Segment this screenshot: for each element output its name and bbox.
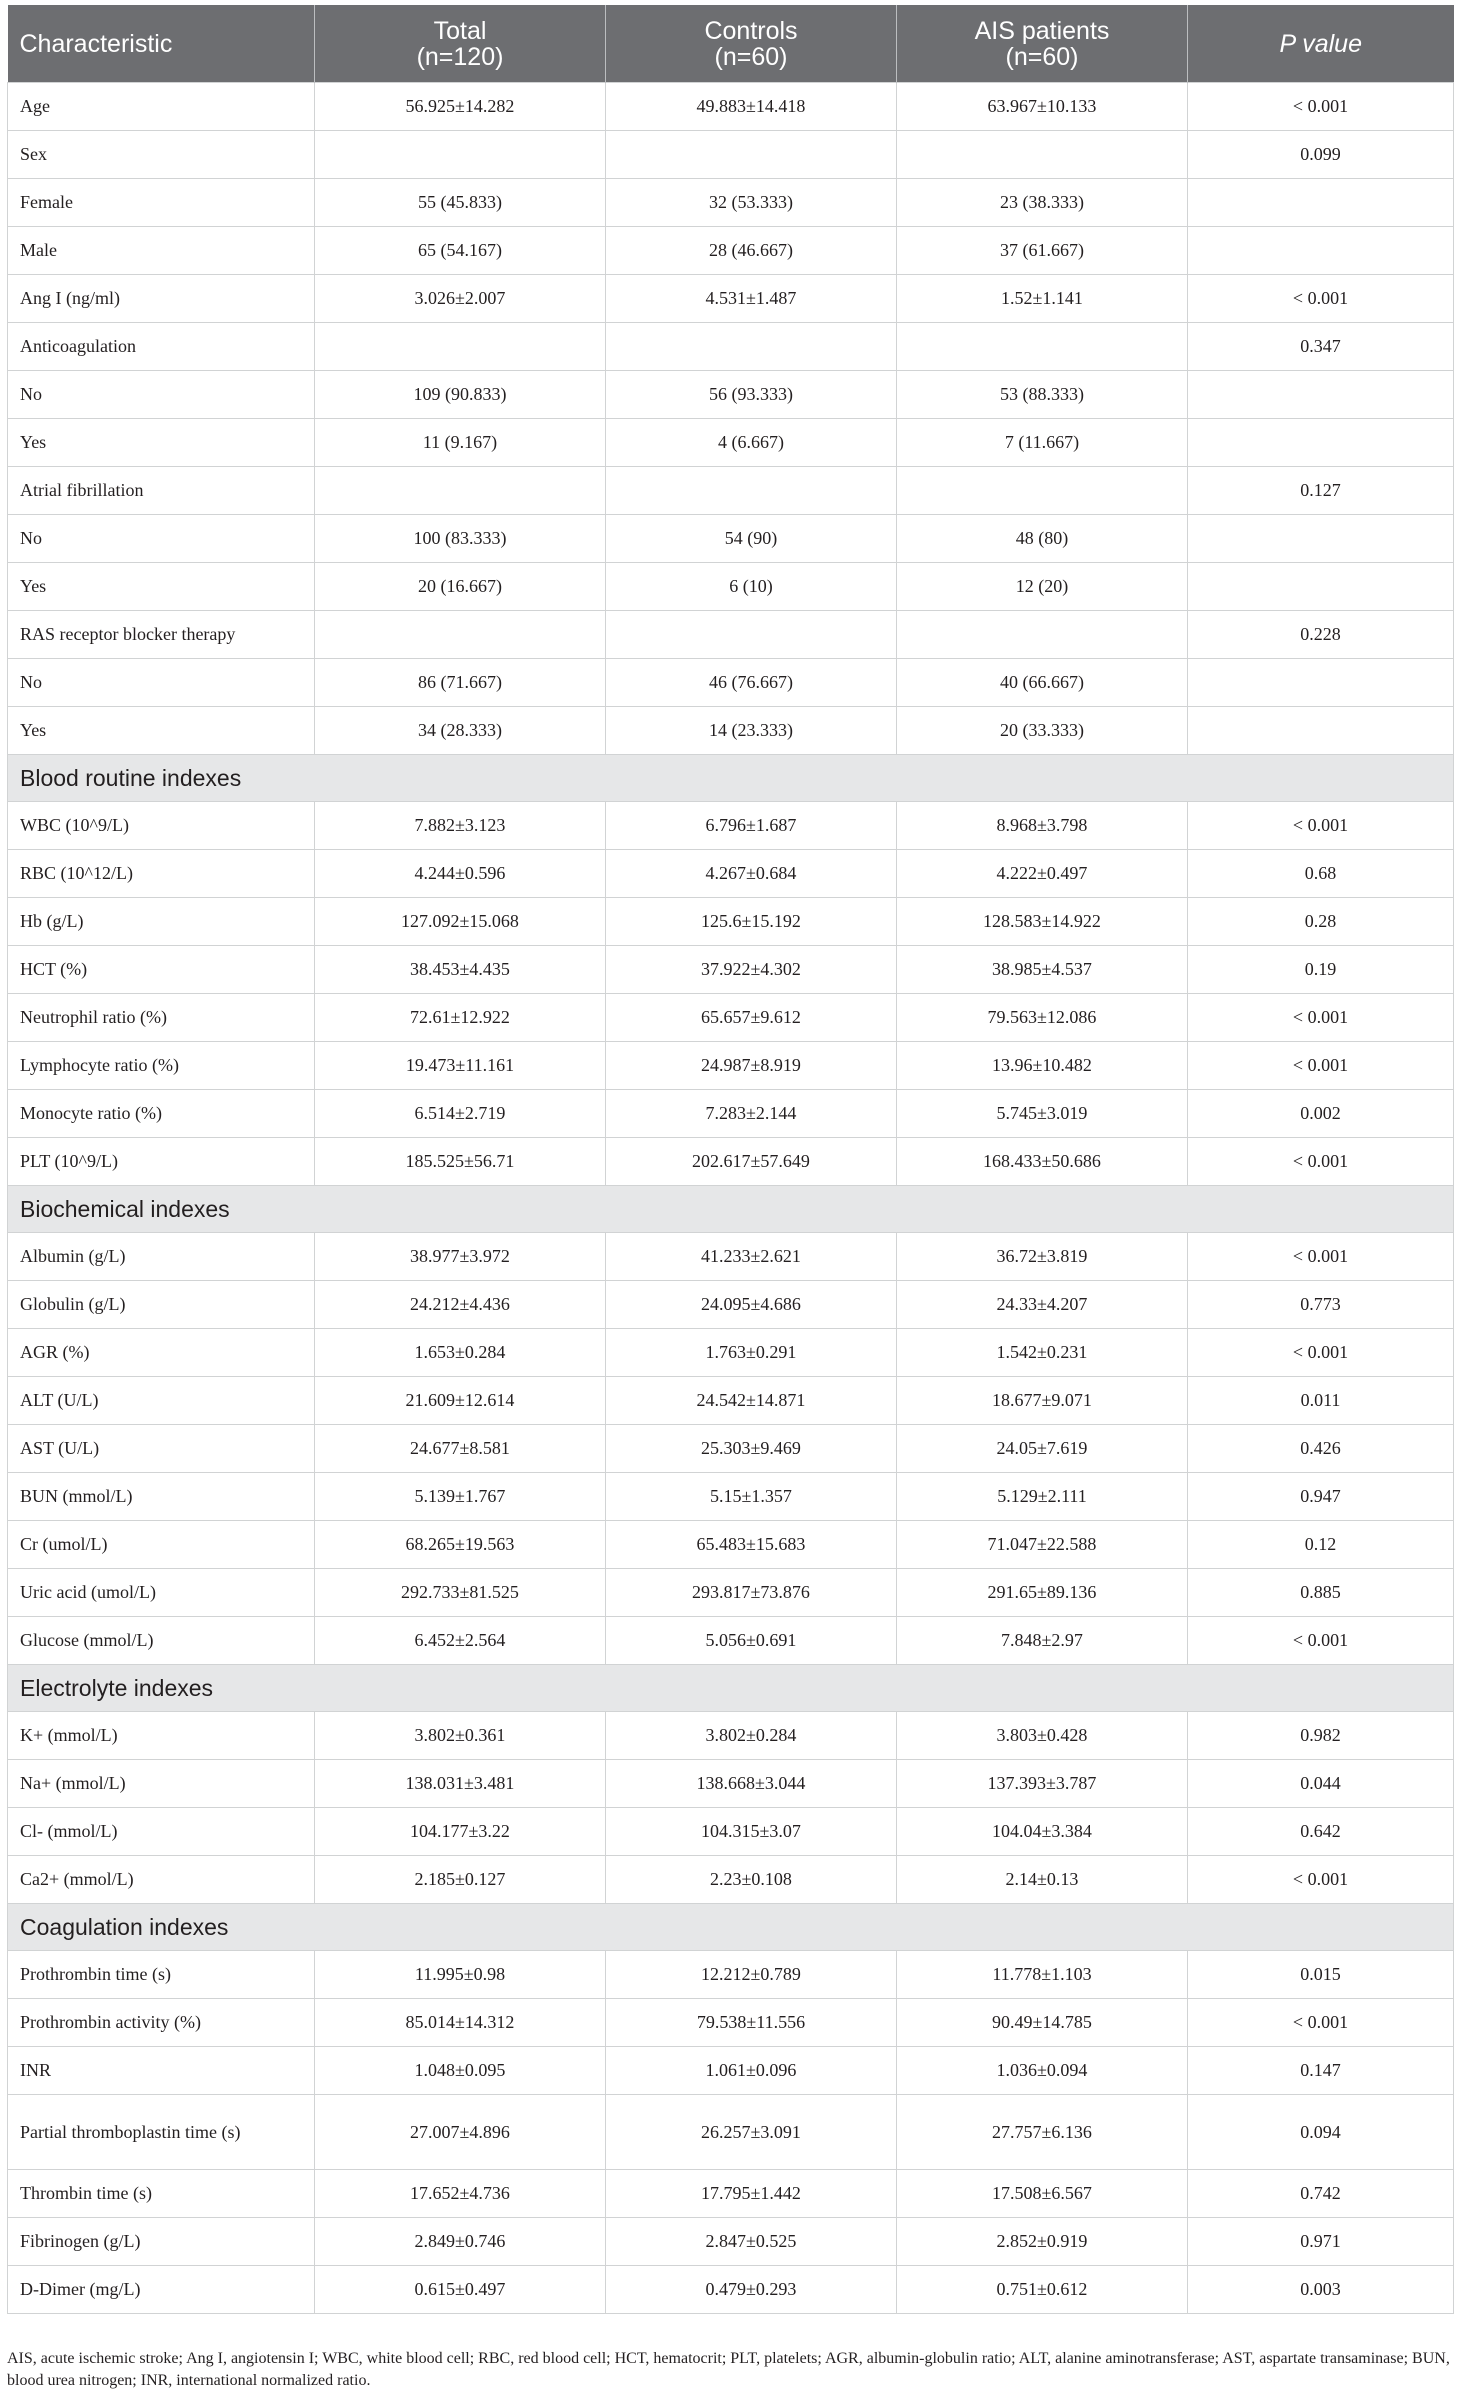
- table-row: [8, 946, 1454, 994]
- cell-controls: 4.531±1.487: [606, 275, 897, 323]
- cell-controls: 24.095±4.686: [606, 1281, 897, 1329]
- table-row: [8, 1999, 1454, 2047]
- cell-ais-patients: 17.508±6.567: [897, 2170, 1188, 2218]
- cell-characteristic: Thrombin time (s): [8, 2170, 315, 2218]
- cell-ais-patients: 38.985±4.537: [897, 946, 1188, 994]
- table-row: [8, 1808, 1454, 1856]
- cell-controls: 6 (10): [606, 563, 897, 611]
- cell-p-value: [1188, 707, 1454, 755]
- cell-characteristic: Sex: [8, 131, 315, 179]
- table-row: [8, 1760, 1454, 1808]
- cell-characteristic: HCT (%): [8, 946, 315, 994]
- cell-p-value: 0.003: [1188, 2266, 1454, 2314]
- cell-controls: 46 (76.667): [606, 659, 897, 707]
- cell-p-value: 0.12: [1188, 1521, 1454, 1569]
- cell-characteristic: No: [8, 371, 315, 419]
- cell-characteristic: BUN (mmol/L): [8, 1473, 315, 1521]
- table-row: [8, 1617, 1454, 1665]
- table-header-row: [8, 5, 1454, 83]
- table-footnote: AIS, acute ischemic stroke; Ang I, angiotensin I; WBC, white blood cell; RBC, red blood cell; HCT, hematocrit; PLT, platelets; AGR, albumin-globulin ratio; ALT, alanine aminotransferase; AST, aspartate transaminase; BUN, blood urea nitrogen; INR, international normalized ratio.: [7, 2350, 1450, 2389]
- cell-total: 24.212±4.436: [315, 1281, 606, 1329]
- cell-controls: 41.233±2.621: [606, 1233, 897, 1281]
- cell-characteristic: Neutrophil ratio (%): [8, 994, 315, 1042]
- table-row: [8, 2266, 1454, 2314]
- cell-ais-patients: 53 (88.333): [897, 371, 1188, 419]
- table-row: [8, 1425, 1454, 1473]
- cell-p-value: < 0.001: [1188, 1329, 1454, 1377]
- cell-p-value: 0.002: [1188, 1090, 1454, 1138]
- cell-total: 65 (54.167): [315, 227, 606, 275]
- cell-characteristic: Age: [8, 83, 315, 131]
- cell-total: 6.452±2.564: [315, 1617, 606, 1665]
- table-body: [8, 83, 1454, 2314]
- cell-p-value: [1188, 419, 1454, 467]
- cell-ais-patients: 24.33±4.207: [897, 1281, 1188, 1329]
- cell-total: 2.185±0.127: [315, 1856, 606, 1904]
- cell-total: 68.265±19.563: [315, 1521, 606, 1569]
- cell-controls: 24.987±8.919: [606, 1042, 897, 1090]
- cell-characteristic: Yes: [8, 563, 315, 611]
- cell-controls: 26.257±3.091: [606, 2095, 897, 2170]
- cell-total: [315, 323, 606, 371]
- cell-ais-patients: 7.848±2.97: [897, 1617, 1188, 1665]
- cell-ais-patients: 79.563±12.086: [897, 994, 1188, 1042]
- cell-p-value: 0.099: [1188, 131, 1454, 179]
- cell-total: 19.473±11.161: [315, 1042, 606, 1090]
- cell-ais-patients: 1.036±0.094: [897, 2047, 1188, 2095]
- cell-ais-patients: 11.778±1.103: [897, 1951, 1188, 1999]
- cell-p-value: 0.971: [1188, 2218, 1454, 2266]
- cell-controls: 37.922±4.302: [606, 946, 897, 994]
- cell-ais-patients: 27.757±6.136: [897, 2095, 1188, 2170]
- cell-ais-patients: 8.968±3.798: [897, 802, 1188, 850]
- cell-ais-patients: 36.72±3.819: [897, 1233, 1188, 1281]
- table-row: [8, 1856, 1454, 1904]
- cell-p-value: [1188, 659, 1454, 707]
- cell-total: 24.677±8.581: [315, 1425, 606, 1473]
- cell-ais-patients: 37 (61.667): [897, 227, 1188, 275]
- cell-controls: 138.668±3.044: [606, 1760, 897, 1808]
- cell-characteristic: INR: [8, 2047, 315, 2095]
- cell-controls: 65.483±15.683: [606, 1521, 897, 1569]
- cell-controls: 125.6±15.192: [606, 898, 897, 946]
- cell-p-value: < 0.001: [1188, 1233, 1454, 1281]
- cell-characteristic: Prothrombin activity (%): [8, 1999, 315, 2047]
- cell-controls: 1.061±0.096: [606, 2047, 897, 2095]
- cell-ais-patients: [897, 467, 1188, 515]
- cell-characteristic: Yes: [8, 707, 315, 755]
- cell-p-value: 0.094: [1188, 2095, 1454, 2170]
- cell-controls: 5.15±1.357: [606, 1473, 897, 1521]
- cell-p-value: < 0.001: [1188, 1999, 1454, 2047]
- cell-ais-patients: 71.047±22.588: [897, 1521, 1188, 1569]
- cell-controls: 79.538±11.556: [606, 1999, 897, 2047]
- cell-ais-patients: 168.433±50.686: [897, 1138, 1188, 1186]
- cell-characteristic: ALT (U/L): [8, 1377, 315, 1425]
- cell-characteristic: Partial thromboplastin time (s): [8, 2095, 315, 2170]
- cell-p-value: [1188, 371, 1454, 419]
- table-row: [8, 611, 1454, 659]
- table-row: [8, 1138, 1454, 1186]
- cell-ais-patients: [897, 611, 1188, 659]
- header-p-value: P value: [1188, 5, 1454, 83]
- cell-controls: 4 (6.667): [606, 419, 897, 467]
- cell-characteristic: RBC (10^12/L): [8, 850, 315, 898]
- cell-total: 1.048±0.095: [315, 2047, 606, 2095]
- cell-controls: 1.763±0.291: [606, 1329, 897, 1377]
- cell-characteristic: Male: [8, 227, 315, 275]
- cell-ais-patients: 1.542±0.231: [897, 1329, 1188, 1377]
- cell-p-value: [1188, 515, 1454, 563]
- cell-characteristic: Lymphocyte ratio (%): [8, 1042, 315, 1090]
- cell-total: 27.007±4.896: [315, 2095, 606, 2170]
- cell-p-value: 0.947: [1188, 1473, 1454, 1521]
- cell-controls: [606, 131, 897, 179]
- cell-total: 86 (71.667): [315, 659, 606, 707]
- table-row: [8, 850, 1454, 898]
- table-row: [8, 707, 1454, 755]
- cell-p-value: 0.982: [1188, 1712, 1454, 1760]
- cell-characteristic: No: [8, 659, 315, 707]
- cell-characteristic: Monocyte ratio (%): [8, 1090, 315, 1138]
- table-row: [8, 515, 1454, 563]
- cell-ais-patients: 48 (80): [897, 515, 1188, 563]
- cell-controls: [606, 323, 897, 371]
- cell-characteristic: Hb (g/L): [8, 898, 315, 946]
- table-row: [8, 2170, 1454, 2218]
- cell-characteristic: Fibrinogen (g/L): [8, 2218, 315, 2266]
- cell-ais-patients: 0.751±0.612: [897, 2266, 1188, 2314]
- cell-total: 3.802±0.361: [315, 1712, 606, 1760]
- header-controls: Controls (n=60): [606, 5, 897, 83]
- cell-characteristic: Glucose (mmol/L): [8, 1617, 315, 1665]
- section-label: Biochemical indexes: [8, 1186, 1454, 1233]
- cell-controls: 65.657±9.612: [606, 994, 897, 1042]
- characteristics-table: [7, 5, 1454, 2314]
- cell-ais-patients: 2.852±0.919: [897, 2218, 1188, 2266]
- cell-characteristic: Prothrombin time (s): [8, 1951, 315, 1999]
- section-label: Coagulation indexes: [8, 1904, 1454, 1951]
- cell-characteristic: AGR (%): [8, 1329, 315, 1377]
- cell-ais-patients: 23 (38.333): [897, 179, 1188, 227]
- cell-total: 11.995±0.98: [315, 1951, 606, 1999]
- cell-total: 2.849±0.746: [315, 2218, 606, 2266]
- cell-total: 104.177±3.22: [315, 1808, 606, 1856]
- cell-ais-patients: 7 (11.667): [897, 419, 1188, 467]
- section-label: Electrolyte indexes: [8, 1665, 1454, 1712]
- cell-total: 7.882±3.123: [315, 802, 606, 850]
- cell-total: 109 (90.833): [315, 371, 606, 419]
- cell-total: 5.139±1.767: [315, 1473, 606, 1521]
- cell-controls: 3.802±0.284: [606, 1712, 897, 1760]
- section-header-row: [8, 1904, 1454, 1951]
- cell-characteristic: AST (U/L): [8, 1425, 315, 1473]
- header-ais-patients: AIS patients (n=60): [897, 5, 1188, 83]
- cell-controls: 6.796±1.687: [606, 802, 897, 850]
- cell-total: 21.609±12.614: [315, 1377, 606, 1425]
- table-row: [8, 419, 1454, 467]
- section-header-row: [8, 755, 1454, 802]
- cell-controls: 54 (90): [606, 515, 897, 563]
- cell-ais-patients: 90.49±14.785: [897, 1999, 1188, 2047]
- cell-total: 11 (9.167): [315, 419, 606, 467]
- cell-p-value: 0.742: [1188, 2170, 1454, 2218]
- cell-total: 72.61±12.922: [315, 994, 606, 1042]
- cell-p-value: [1188, 563, 1454, 611]
- cell-characteristic: Atrial fibrillation: [8, 467, 315, 515]
- cell-p-value: 0.347: [1188, 323, 1454, 371]
- cell-p-value: < 0.001: [1188, 1138, 1454, 1186]
- cell-ais-patients: 5.745±3.019: [897, 1090, 1188, 1138]
- cell-ais-patients: 24.05±7.619: [897, 1425, 1188, 1473]
- table-row: [8, 563, 1454, 611]
- cell-total: [315, 131, 606, 179]
- cell-controls: 0.479±0.293: [606, 2266, 897, 2314]
- table-row: [8, 1473, 1454, 1521]
- cell-characteristic: WBC (10^9/L): [8, 802, 315, 850]
- cell-controls: 293.817±73.876: [606, 1569, 897, 1617]
- cell-p-value: < 0.001: [1188, 83, 1454, 131]
- cell-total: 292.733±81.525: [315, 1569, 606, 1617]
- cell-ais-patients: 137.393±3.787: [897, 1760, 1188, 1808]
- cell-p-value: 0.011: [1188, 1377, 1454, 1425]
- table-row: [8, 1569, 1454, 1617]
- cell-characteristic: Ca2+ (mmol/L): [8, 1856, 315, 1904]
- cell-total: 100 (83.333): [315, 515, 606, 563]
- cell-p-value: 0.28: [1188, 898, 1454, 946]
- cell-controls: 104.315±3.07: [606, 1808, 897, 1856]
- cell-total: 185.525±56.71: [315, 1138, 606, 1186]
- cell-p-value: < 0.001: [1188, 994, 1454, 1042]
- cell-ais-patients: [897, 131, 1188, 179]
- header-total: Total (n=120): [315, 5, 606, 83]
- table-row: [8, 1281, 1454, 1329]
- cell-p-value: 0.228: [1188, 611, 1454, 659]
- table-row: [8, 2218, 1454, 2266]
- table-row: [8, 994, 1454, 1042]
- cell-total: 6.514±2.719: [315, 1090, 606, 1138]
- cell-characteristic: Ang I (ng/ml): [8, 275, 315, 323]
- cell-total: 38.977±3.972: [315, 1233, 606, 1281]
- table-row: [8, 1712, 1454, 1760]
- cell-total: 38.453±4.435: [315, 946, 606, 994]
- cell-characteristic: Na+ (mmol/L): [8, 1760, 315, 1808]
- table-row: [8, 179, 1454, 227]
- cell-controls: 24.542±14.871: [606, 1377, 897, 1425]
- cell-controls: 12.212±0.789: [606, 1951, 897, 1999]
- table-row: [8, 2095, 1454, 2170]
- cell-ais-patients: 3.803±0.428: [897, 1712, 1188, 1760]
- cell-characteristic: Cl- (mmol/L): [8, 1808, 315, 1856]
- cell-total: 4.244±0.596: [315, 850, 606, 898]
- cell-ais-patients: 1.52±1.141: [897, 275, 1188, 323]
- cell-total: 1.653±0.284: [315, 1329, 606, 1377]
- table-row: [8, 323, 1454, 371]
- table-row: [8, 1521, 1454, 1569]
- table-row: [8, 1042, 1454, 1090]
- cell-characteristic: PLT (10^9/L): [8, 1138, 315, 1186]
- cell-ais-patients: 40 (66.667): [897, 659, 1188, 707]
- cell-p-value: < 0.001: [1188, 1617, 1454, 1665]
- table-row: [8, 659, 1454, 707]
- cell-ais-patients: 13.96±10.482: [897, 1042, 1188, 1090]
- cell-ais-patients: 291.65±89.136: [897, 1569, 1188, 1617]
- cell-characteristic: Cr (umol/L): [8, 1521, 315, 1569]
- cell-ais-patients: 128.583±14.922: [897, 898, 1188, 946]
- cell-controls: 2.847±0.525: [606, 2218, 897, 2266]
- cell-controls: 56 (93.333): [606, 371, 897, 419]
- cell-characteristic: Female: [8, 179, 315, 227]
- cell-ais-patients: 2.14±0.13: [897, 1856, 1188, 1904]
- cell-p-value: < 0.001: [1188, 275, 1454, 323]
- cell-total: 20 (16.667): [315, 563, 606, 611]
- section-header-row: [8, 1665, 1454, 1712]
- table-row: [8, 802, 1454, 850]
- cell-p-value: < 0.001: [1188, 1856, 1454, 1904]
- cell-characteristic: Uric acid (umol/L): [8, 1569, 315, 1617]
- cell-p-value: 0.773: [1188, 1281, 1454, 1329]
- cell-controls: 17.795±1.442: [606, 2170, 897, 2218]
- cell-p-value: 0.68: [1188, 850, 1454, 898]
- table-row: [8, 131, 1454, 179]
- table-row: [8, 83, 1454, 131]
- cell-total: 85.014±14.312: [315, 1999, 606, 2047]
- table-row: [8, 1329, 1454, 1377]
- cell-ais-patients: 63.967±10.133: [897, 83, 1188, 131]
- cell-controls: [606, 467, 897, 515]
- section-header-row: [8, 1186, 1454, 1233]
- cell-controls: [606, 611, 897, 659]
- cell-characteristic: Anticoagulation: [8, 323, 315, 371]
- cell-p-value: 0.642: [1188, 1808, 1454, 1856]
- cell-total: 0.615±0.497: [315, 2266, 606, 2314]
- cell-characteristic: Yes: [8, 419, 315, 467]
- table-row: [8, 1377, 1454, 1425]
- cell-controls: 7.283±2.144: [606, 1090, 897, 1138]
- cell-p-value: 0.885: [1188, 1569, 1454, 1617]
- table-row: [8, 275, 1454, 323]
- cell-controls: 25.303±9.469: [606, 1425, 897, 1473]
- cell-characteristic: No: [8, 515, 315, 563]
- cell-ais-patients: 4.222±0.497: [897, 850, 1188, 898]
- cell-total: 3.026±2.007: [315, 275, 606, 323]
- cell-ais-patients: 5.129±2.111: [897, 1473, 1188, 1521]
- cell-characteristic: Globulin (g/L): [8, 1281, 315, 1329]
- table-row: [8, 1233, 1454, 1281]
- cell-total: 138.031±3.481: [315, 1760, 606, 1808]
- table-row: [8, 1951, 1454, 1999]
- cell-controls: 4.267±0.684: [606, 850, 897, 898]
- cell-p-value: 0.147: [1188, 2047, 1454, 2095]
- cell-total: [315, 611, 606, 659]
- cell-total: 17.652±4.736: [315, 2170, 606, 2218]
- cell-characteristic: D-Dimer (mg/L): [8, 2266, 315, 2314]
- cell-ais-patients: 20 (33.333): [897, 707, 1188, 755]
- cell-controls: 14 (23.333): [606, 707, 897, 755]
- cell-total: 55 (45.833): [315, 179, 606, 227]
- cell-total: 56.925±14.282: [315, 83, 606, 131]
- cell-characteristic: Albumin (g/L): [8, 1233, 315, 1281]
- cell-p-value: 0.015: [1188, 1951, 1454, 1999]
- cell-p-value: 0.044: [1188, 1760, 1454, 1808]
- cell-p-value: 0.19: [1188, 946, 1454, 994]
- cell-p-value: [1188, 227, 1454, 275]
- cell-controls: 49.883±14.418: [606, 83, 897, 131]
- table-row: [8, 227, 1454, 275]
- cell-ais-patients: [897, 323, 1188, 371]
- cell-p-value: 0.127: [1188, 467, 1454, 515]
- section-label: Blood routine indexes: [8, 755, 1454, 802]
- table-row: [8, 1090, 1454, 1138]
- cell-controls: 202.617±57.649: [606, 1138, 897, 1186]
- cell-characteristic: K+ (mmol/L): [8, 1712, 315, 1760]
- table-row: [8, 467, 1454, 515]
- cell-p-value: [1188, 179, 1454, 227]
- cell-ais-patients: 12 (20): [897, 563, 1188, 611]
- cell-controls: 2.23±0.108: [606, 1856, 897, 1904]
- cell-controls: 32 (53.333): [606, 179, 897, 227]
- table-row: [8, 2047, 1454, 2095]
- cell-controls: 5.056±0.691: [606, 1617, 897, 1665]
- cell-total: [315, 467, 606, 515]
- cell-p-value: 0.426: [1188, 1425, 1454, 1473]
- cell-total: 34 (28.333): [315, 707, 606, 755]
- cell-ais-patients: 104.04±3.384: [897, 1808, 1188, 1856]
- cell-ais-patients: 18.677±9.071: [897, 1377, 1188, 1425]
- cell-controls: 28 (46.667): [606, 227, 897, 275]
- table-row: [8, 371, 1454, 419]
- cell-p-value: < 0.001: [1188, 802, 1454, 850]
- cell-total: 127.092±15.068: [315, 898, 606, 946]
- cell-characteristic: RAS receptor blocker therapy: [8, 611, 315, 659]
- cell-p-value: < 0.001: [1188, 1042, 1454, 1090]
- table-row: [8, 898, 1454, 946]
- header-characteristic: Characteristic: [8, 5, 315, 83]
